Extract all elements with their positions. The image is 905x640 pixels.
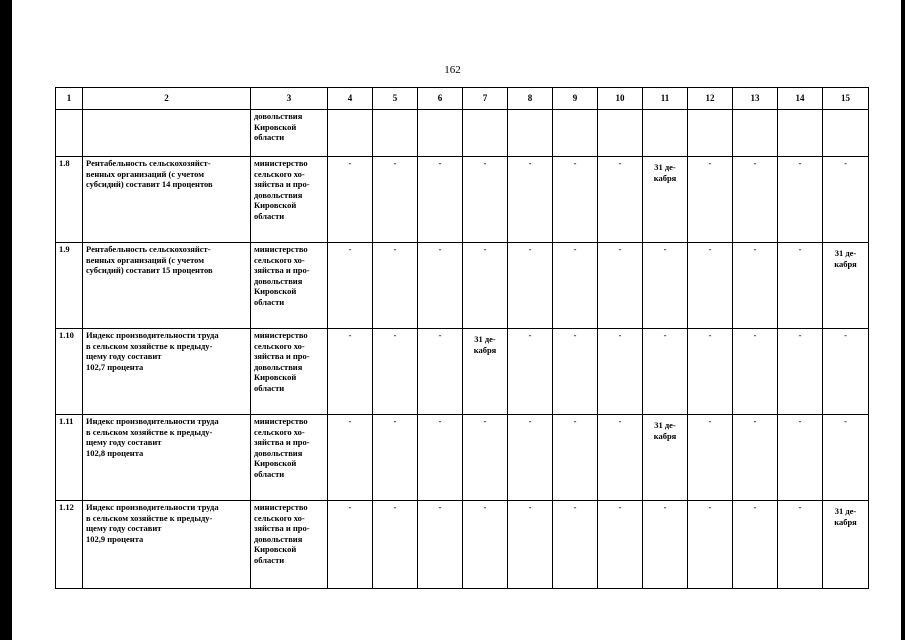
- schedule-cell: -: [508, 415, 553, 501]
- schedule-cell: -: [508, 243, 553, 329]
- schedule-cell: -: [643, 501, 688, 589]
- schedule-cell: -: [328, 501, 373, 589]
- schedule-cell: [553, 110, 598, 157]
- schedule-cell: -: [508, 157, 553, 243]
- schedule-cell: [463, 110, 508, 157]
- schedule-cell: -: [328, 415, 373, 501]
- row-number-cell: 1.9: [56, 243, 83, 329]
- schedule-cell: -: [733, 501, 778, 589]
- schedule-cell: -: [778, 501, 823, 589]
- schedule-cell: -: [778, 157, 823, 243]
- schedule-cell: [508, 110, 553, 157]
- indicator-cell: Индекс производительности труда в сельском хозяйстве к предыду- щему году составит 102,7 процента: [83, 329, 251, 415]
- schedule-cell: -: [373, 157, 418, 243]
- column-header: 15: [823, 88, 869, 110]
- row-number-cell: [56, 110, 83, 157]
- schedule-cell: -: [733, 329, 778, 415]
- row-number-cell: 1.11: [56, 415, 83, 501]
- column-header: 2: [83, 88, 251, 110]
- schedule-cell: -: [328, 157, 373, 243]
- scan-right-edge: [901, 0, 905, 640]
- schedule-cell: -: [553, 243, 598, 329]
- schedule-cell: [418, 110, 463, 157]
- table-row: [56, 157, 869, 243]
- schedule-cell: -: [598, 157, 643, 243]
- responsible-cell: министерство сельского хо- зяйства и про- довольствия Кировской области: [251, 157, 328, 243]
- schedule-cell: -: [778, 329, 823, 415]
- schedule-cell: -: [463, 415, 508, 501]
- schedule-cell: -: [508, 329, 553, 415]
- column-header: 13: [733, 88, 778, 110]
- table-row: [56, 415, 869, 501]
- schedule-cell: -: [823, 157, 869, 243]
- indicator-cell: [83, 110, 251, 157]
- schedule-cell: [598, 110, 643, 157]
- schedule-cell: -: [688, 415, 733, 501]
- table-row: [56, 329, 869, 415]
- schedule-cell: -: [688, 501, 733, 589]
- schedule-cell: -: [418, 243, 463, 329]
- schedule-cell: -: [328, 243, 373, 329]
- schedule-cell: [823, 110, 869, 157]
- schedule-cell: -: [598, 415, 643, 501]
- schedule-cell: -: [733, 157, 778, 243]
- schedule-cell: -: [373, 329, 418, 415]
- column-header: 4: [328, 88, 373, 110]
- column-header: 12: [688, 88, 733, 110]
- schedule-cell: [373, 110, 418, 157]
- column-header: 7: [463, 88, 508, 110]
- schedule-cell: -: [778, 415, 823, 501]
- scan-left-edge: [0, 0, 12, 640]
- schedule-cell: 31 де- кабря: [643, 415, 688, 501]
- responsible-cell: министерство сельского хо- зяйства и про- довольствия Кировской области: [251, 329, 328, 415]
- indicator-cell: Рентабельность сельскохозяйст- венных организаций (с учетом субсидий) составит 15 процентов: [83, 243, 251, 329]
- schedule-cell: -: [778, 243, 823, 329]
- schedule-cell: -: [553, 157, 598, 243]
- schedule-cell: -: [463, 243, 508, 329]
- continuation-row: [56, 110, 869, 157]
- indicator-cell: Рентабельность сельскохозяйст- венных организаций (с учетом субсидий) составит 14 процентов: [83, 157, 251, 243]
- schedule-cell: -: [598, 329, 643, 415]
- column-header: 14: [778, 88, 823, 110]
- schedule-cell: -: [418, 415, 463, 501]
- schedule-cell: -: [463, 501, 508, 589]
- schedule-cell: [688, 110, 733, 157]
- row-number-cell: 1.8: [56, 157, 83, 243]
- row-number-cell: 1.12: [56, 501, 83, 589]
- schedule-cell: -: [688, 329, 733, 415]
- column-header: 6: [418, 88, 463, 110]
- schedule-cell: 31 де- кабря: [823, 243, 869, 329]
- schedule-cell: [733, 110, 778, 157]
- schedule-cell: -: [823, 415, 869, 501]
- row-number-cell: 1.10: [56, 329, 83, 415]
- schedule-cell: -: [643, 243, 688, 329]
- schedule-cell: -: [553, 501, 598, 589]
- schedule-cell: -: [688, 157, 733, 243]
- page-number: 162: [444, 64, 461, 76]
- schedule-cell: [328, 110, 373, 157]
- table-row: [56, 501, 869, 589]
- schedule-cell: 31 де- кабря: [823, 501, 869, 589]
- schedule-cell: [778, 110, 823, 157]
- schedule-cell: -: [463, 157, 508, 243]
- schedule-cell: -: [418, 157, 463, 243]
- schedule-cell: [643, 110, 688, 157]
- responsible-cell: довольствия Кировской области: [251, 110, 328, 157]
- schedule-cell: -: [553, 415, 598, 501]
- column-header: 11: [643, 88, 688, 110]
- column-header: 10: [598, 88, 643, 110]
- indicator-cell: Индекс производительности труда в сельском хозяйстве к предыду- щему году составит 102,9 процента: [83, 501, 251, 589]
- responsible-cell: министерство сельского хо- зяйства и про- довольствия Кировской области: [251, 243, 328, 329]
- schedule-cell: 31 де- кабря: [463, 329, 508, 415]
- schedule-cell: -: [508, 501, 553, 589]
- column-header: 5: [373, 88, 418, 110]
- schedule-cell: -: [733, 243, 778, 329]
- schedule-cell: -: [598, 243, 643, 329]
- indicator-cell: Индекс производительности труда в сельском хозяйстве к предыду- щему году составит 102,8 процента: [83, 415, 251, 501]
- schedule-cell: -: [373, 415, 418, 501]
- table-row: [56, 243, 869, 329]
- schedule-cell: -: [733, 415, 778, 501]
- column-header: 3: [251, 88, 328, 110]
- column-header: 8: [508, 88, 553, 110]
- schedule-cell: -: [373, 243, 418, 329]
- column-header: 1: [56, 88, 83, 110]
- schedule-cell: -: [553, 329, 598, 415]
- schedule-cell: -: [418, 501, 463, 589]
- responsible-cell: министерство сельского хо- зяйства и про- довольствия Кировской области: [251, 501, 328, 589]
- schedule-cell: -: [823, 329, 869, 415]
- column-number-row: [56, 88, 869, 110]
- plan-table: [55, 87, 869, 589]
- schedule-cell: -: [643, 329, 688, 415]
- responsible-cell: министерство сельского хо- зяйства и про- довольствия Кировской области: [251, 415, 328, 501]
- schedule-cell: 31 де- кабря: [643, 157, 688, 243]
- column-header: 9: [553, 88, 598, 110]
- schedule-cell: -: [598, 501, 643, 589]
- schedule-cell: -: [373, 501, 418, 589]
- schedule-cell: -: [328, 329, 373, 415]
- schedule-cell: -: [418, 329, 463, 415]
- schedule-cell: -: [688, 243, 733, 329]
